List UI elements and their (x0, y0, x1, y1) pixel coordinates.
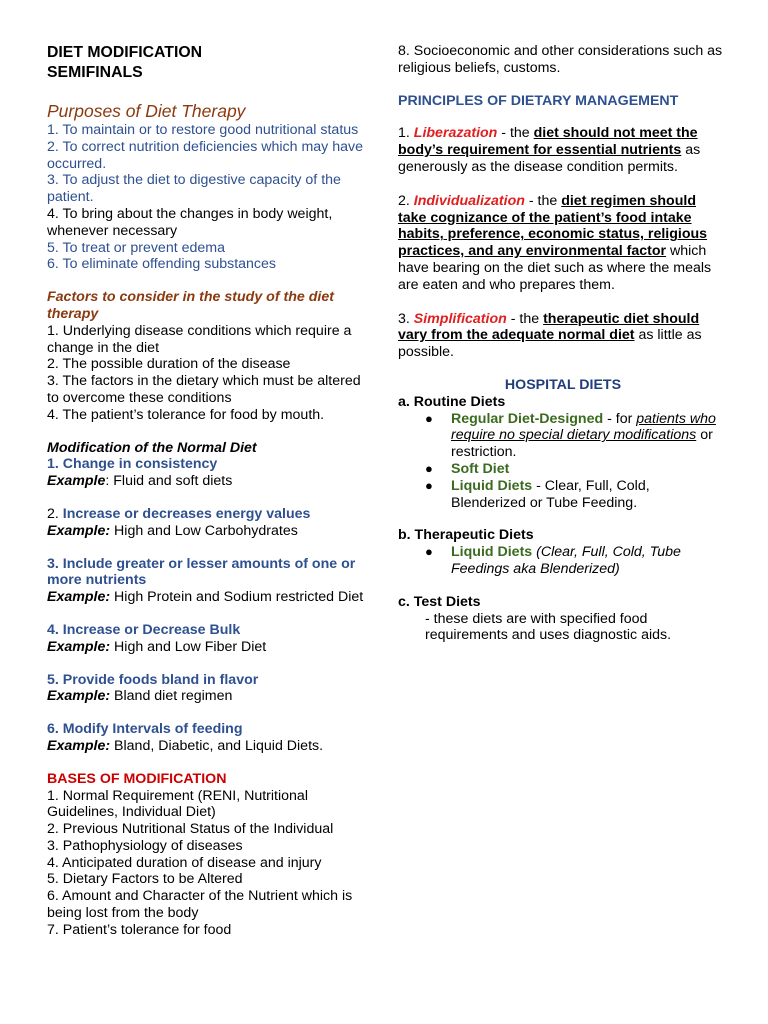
list-item (425, 478, 728, 512)
principle-dash: - the (497, 125, 534, 142)
example-sep: : (105, 473, 114, 490)
purposes-list (47, 122, 372, 273)
bullet-icon: ● (425, 477, 433, 493)
modification-item (47, 506, 372, 540)
diet-sep: - for (603, 410, 637, 427)
example-label: Example: (47, 522, 111, 539)
routine-diets-label: a. Routine Diets (398, 393, 506, 410)
purpose-item: 2. To correct nutrition deficiencies which may have occurred. (47, 138, 363, 172)
factor-item: 4. The patient’s tolerance for food by mouth. (47, 406, 325, 423)
mod-num: 6. (47, 721, 63, 738)
principle-dash: - the (524, 192, 562, 209)
principle-rest: which have bearing on the diet such as where the meals are eaten and who prepares them. (398, 243, 712, 293)
principle-item (398, 125, 728, 175)
bases-item: 6. Amount and Character of the Nutrient which is being lost from the body (47, 888, 353, 922)
bases-item: 8. Socioeconomic and other considerations such as religious beliefs, customs. (398, 43, 723, 76)
principle-num: 3. (398, 310, 414, 327)
diet-name: Liquid Diets (451, 477, 533, 494)
therapeutic-diets-label: b. Therapeutic Diets (398, 527, 534, 544)
mod-title: Change in consistency (62, 456, 218, 473)
example-label: Example: (47, 688, 111, 705)
purpose-item: 5. To treat or prevent edema (47, 239, 225, 256)
modification-heading: Modification of the Normal Diet (47, 439, 257, 456)
mod-title: Increase or decreases energy values (62, 505, 311, 522)
mod-title: Modify Intervals of feeding (62, 721, 243, 738)
right-column (398, 43, 728, 644)
principle-key-text: diet should not meet the body’s requirement for essential nutrients (398, 125, 698, 159)
bases-item: 4. Anticipated duration of disease and injury (47, 854, 322, 871)
mod-num: 4. (47, 621, 63, 638)
example-text: High Protein and Sodium restricted Diet (114, 589, 364, 606)
factor-item: 2. The possible duration of the disease (47, 356, 291, 373)
test-diets-description: - these diets are with specified food requirements and uses diagnostic aids. (425, 610, 672, 644)
factors-heading: Factors to consider in the study of the diet therapy (47, 289, 334, 322)
bullet-icon: ● (425, 544, 433, 560)
modification-item (47, 672, 372, 706)
example-text: High and Low Fiber Diet (114, 638, 267, 655)
principle-rest: as little as possible. (398, 327, 702, 361)
principle-rest: as generously as the disease condition permits. (398, 142, 701, 175)
purposes-heading: Purposes of Diet Therapy (47, 101, 246, 121)
example-text: High and Low Carbohydrates (114, 522, 298, 539)
hospital-diets-heading: HOSPITAL DIETS (504, 376, 622, 393)
diet-rest: or restriction. (451, 427, 713, 461)
diet-note: (Clear, Full, Cold, Tube Feedings aka Blenderized) (451, 544, 681, 577)
list-item (425, 461, 728, 478)
bases-item: 3. Pathophysiology of diseases (47, 837, 243, 854)
example-text: Bland diet regimen (114, 688, 233, 705)
title-line-1: DIET MODIFICATION (47, 44, 203, 61)
example-text: Bland, Diabetic, and Liquid Diets. (114, 737, 324, 754)
principles-heading: PRINCIPLES OF DIETARY MANAGEMENT (398, 92, 679, 109)
principle-name: Liberazation (413, 125, 498, 142)
mod-num: 2. (47, 505, 63, 522)
bases-list (47, 788, 372, 939)
diet-name: Soft Diet (451, 460, 510, 477)
example-label: Example: (47, 737, 111, 754)
bases-item: 5. Dietary Factors to be Altered (47, 871, 243, 888)
bullet-icon: ● (425, 460, 433, 476)
modification-item (47, 721, 372, 755)
title-line-2: SEMIFINALS (47, 64, 143, 81)
example-label: Example: (47, 589, 111, 606)
list-item (425, 411, 728, 461)
principle-num: 2. (398, 192, 414, 209)
diet-sep: - (532, 477, 545, 494)
mod-title: Include greater or lesser amounts of one or more nutrients (47, 555, 356, 589)
therapeutic-diets-list (398, 544, 728, 578)
test-diets-label: c. Test Diets (398, 593, 481, 610)
diet-name: Regular Diet-Designed (451, 410, 604, 427)
modification-item (47, 622, 372, 656)
purpose-item: 4. To bring about the changes in body weight, whenever necessary (47, 205, 333, 239)
diet-name: Liquid Diets (451, 544, 533, 561)
principle-key-text: therapeutic diet should vary from the adequate normal diet (398, 310, 700, 344)
modification-item (47, 456, 372, 490)
principle-name: Simplification (413, 310, 507, 327)
bullet-icon: ● (425, 410, 433, 426)
purpose-item: 6. To eliminate offending substances (47, 256, 276, 273)
factor-item: 3. The factors in the dietary which must be altered to overcome these conditions (47, 373, 361, 406)
example-text: Fluid and soft diets (113, 473, 233, 490)
document-title (47, 43, 372, 83)
left-column (47, 43, 372, 939)
example-label: Example: (47, 638, 111, 655)
purpose-item: 3. To adjust the diet to digestive capacity of the patient. (47, 172, 341, 206)
mod-title: Provide foods bland in flavor (62, 671, 259, 688)
bases-item: 7. Patient’s tolerance for food (47, 921, 232, 938)
mod-num: 1. (47, 456, 63, 473)
example-label: Example (47, 473, 106, 490)
mod-title: Increase or Decrease Bulk (62, 621, 241, 638)
principle-num: 1. (398, 125, 414, 142)
principle-item (398, 193, 728, 294)
mod-num: 5. (47, 671, 63, 688)
diet-note: patients who require no special dietary modifications (451, 410, 716, 444)
principle-key-text: diet regimen should take cognizance of the patient’s food intake habits, preference, economic status, religious practices, and any environmental factor (398, 192, 708, 260)
principle-dash: - the (506, 310, 544, 327)
bases-item: 1. Normal Requirement (RENI, Nutritional Guidelines, Individual Diet) (47, 787, 308, 821)
bases-item: 2. Previous Nutritional Status of the Individual (47, 821, 334, 838)
principle-item (398, 311, 728, 361)
factors-list (47, 323, 372, 424)
list-item (425, 544, 728, 578)
purpose-item: 1. To maintain or to restore good nutritional status (47, 122, 359, 138)
factor-item: 1. Underlying disease conditions which require a change in the diet (47, 322, 352, 356)
routine-diets-list (398, 411, 728, 512)
mod-num: 3. (47, 555, 63, 572)
diet-rest: Clear, Full, Cold, Blenderized or Tube Feeding. (451, 477, 650, 511)
modification-item (47, 556, 372, 606)
bases-heading: BASES OF MODIFICATION (47, 770, 227, 787)
principle-name: Individualization (413, 192, 525, 209)
